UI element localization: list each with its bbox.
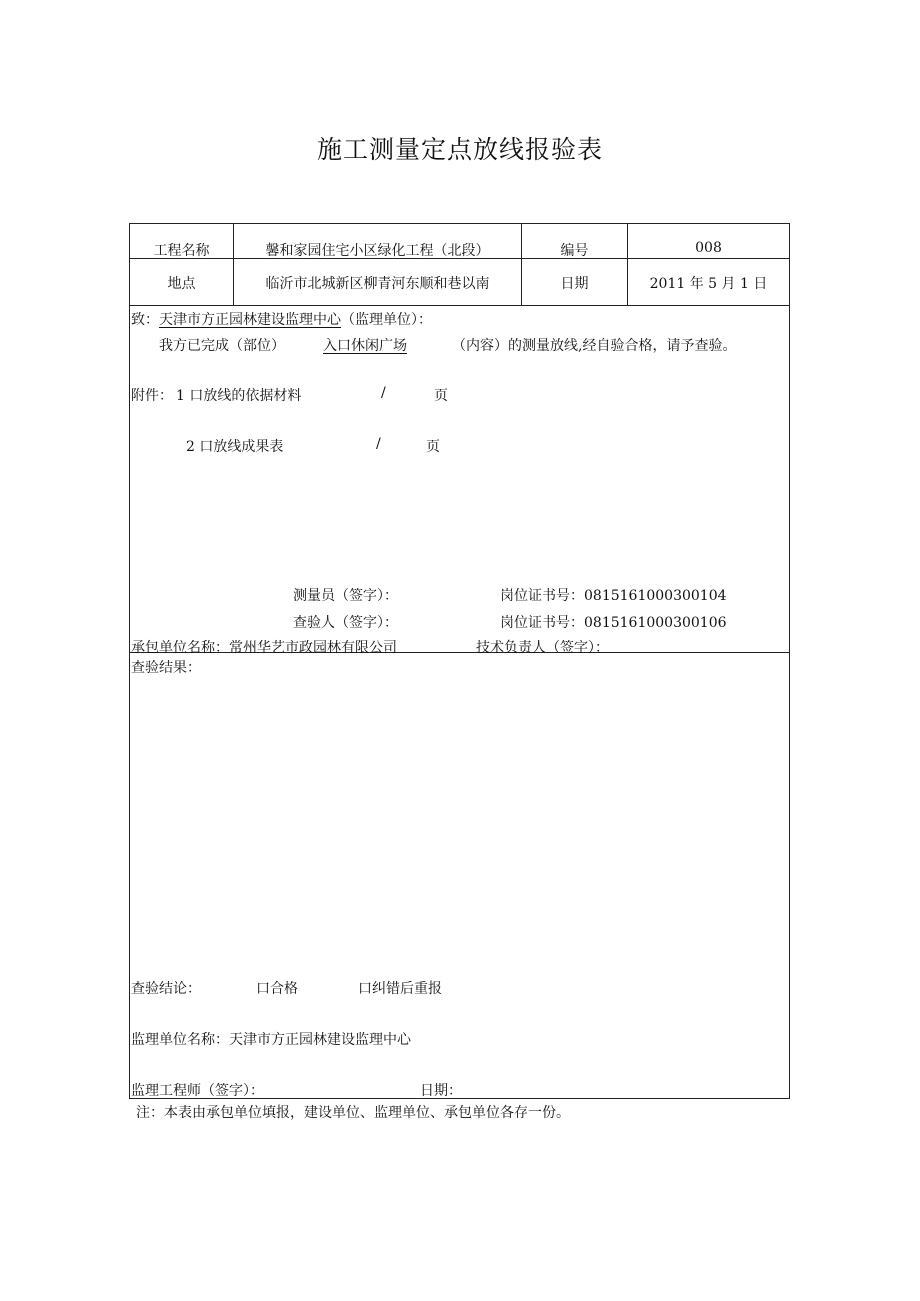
column-divider-3 [627, 223, 628, 306]
number-label: 编号 [560, 243, 589, 259]
location-label: 地点 [167, 276, 196, 292]
supervision-label: 监理单位名称： [131, 1032, 229, 1048]
project-name-value: 馨和家园住宅小区绿化工程（北段） [265, 243, 490, 259]
body-suffix: （内容）的测量放线,经自验合格，请予查验。 [452, 338, 737, 354]
date-label: 日期 [560, 276, 589, 292]
inspection-conclusion-label: 查验结论： [131, 981, 201, 997]
date-value: 2011 年 5 月 1 日 [649, 276, 768, 292]
table-border-top [129, 223, 790, 224]
footnote: 注：本表由承包单位填报，建设单位、监理单位、承包单位各存一份。 [136, 1105, 570, 1121]
supervision-unit [131, 1029, 411, 1049]
surveyor-cert: 岗位证书号：0815161000300104 [500, 588, 727, 604]
column-divider-2 [521, 223, 522, 306]
attachment-1-page-unit: 页 [434, 388, 448, 404]
body-prefix: 我方已完成（部位） [159, 338, 285, 354]
surveyor-signature-label: 测量员（签字）： [293, 588, 398, 604]
attachment-1-count: / [381, 385, 386, 401]
work-part: 入口休闲广场 [323, 338, 407, 354]
inspector-signature-label: 查验人（签字）： [293, 615, 398, 631]
contractor-name [131, 637, 397, 657]
form-title: 施工测量定点放线报验表 [316, 135, 603, 164]
option-correct-resubmit: 口纠错后重报 [358, 981, 442, 997]
tech-lead-signature-label: 技术负责人（签字）： [476, 640, 609, 656]
contractor-label: 承包单位名称： [131, 640, 229, 656]
inspection-result-label: 查验结果： [131, 660, 201, 676]
attachment-1: 1 口放线的依据材料 [176, 388, 302, 404]
supervision-value: 天津市方正园林建设监理中心 [229, 1032, 411, 1048]
contractor-value: 常州华艺市政园林有限公司 [229, 640, 397, 656]
option-pass: 口合格 [256, 981, 298, 997]
addressee-line [131, 309, 432, 329]
result-date-label: 日期： [420, 1083, 462, 1099]
project-name-label: 工程名称 [153, 243, 210, 259]
table-border-left [129, 223, 130, 1099]
addressee-unit: 天津市方正园林建设监理中心 [159, 312, 341, 328]
attachment-2-count: / [376, 436, 381, 452]
number-value: 008 [695, 240, 722, 256]
attachment-2: 2 口放线成果表 [186, 439, 284, 455]
location-value: 临沂市北城新区柳青河东顺和巷以南 [265, 276, 490, 292]
header-bottom-divider [129, 305, 790, 306]
attachment-label: 附件： [131, 388, 173, 404]
addressee-suffix: （监理单位）： [341, 312, 432, 328]
addressee-prefix: 致： [131, 312, 159, 328]
column-divider-1 [233, 223, 234, 306]
attachment-2-page-unit: 页 [426, 439, 440, 455]
inspector-cert: 岗位证书号：0815161000300106 [500, 615, 727, 631]
table-border-right [789, 223, 790, 1099]
engineer-signature-label: 监理工程师（签字）： [131, 1083, 264, 1099]
